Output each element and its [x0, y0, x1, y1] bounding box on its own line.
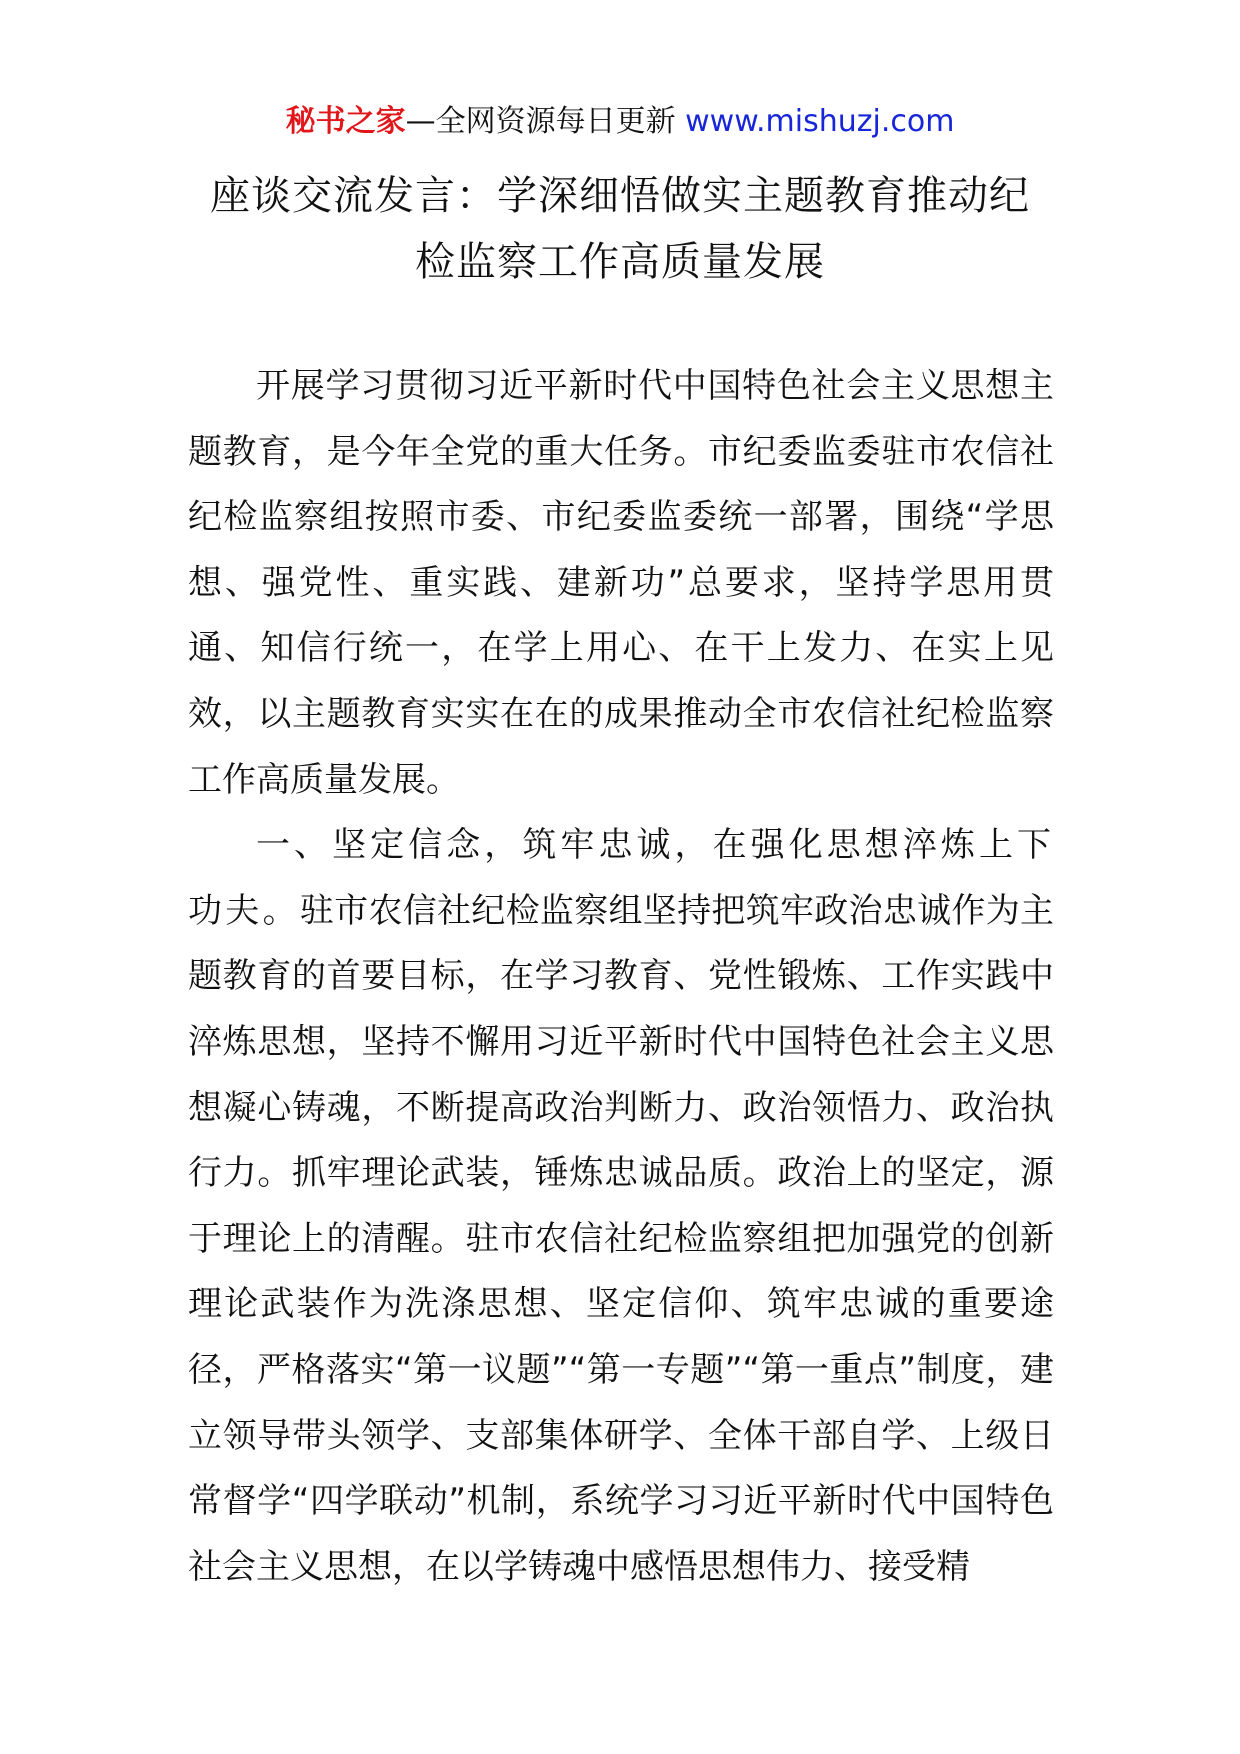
paragraph-section-1 [188, 813, 1054, 1600]
document-title [160, 163, 1080, 295]
document-body [188, 354, 1054, 1600]
site-url-link[interactable]: www.mishuzj.com [685, 104, 955, 139]
watermark-header [0, 102, 1240, 142]
section-heading: 一、坚定信念，筑牢忠诚，在强化思想淬炼上下功夫。 [188, 825, 1054, 931]
section-body: 驻市农信社纪检监察组坚持把筑牢政治忠诚作为主题教育的首要目标，在学习教育、党性锻炼、工作实践中淬炼思想，坚持不懈用习近平新时代中国特色社会主义思想凝心铸魂，不断提高政治判断力、政治领悟力、政治执行力。抓牢理论武装，锤炼忠诚品质。政治上的坚定，源于理论上的清醒。驻市农信社纪检监察组把加强党的创新理论武装作为洗涤思想、坚定信仰、筑牢忠诚的重要途径，严格落实“第一议题”“第一专题”“第一重点”制度，建立领导带头领学、支部集体研学、全体干部自学、上级日常督学“四学联动”机制，系统学习习近平新时代中国特色社会主义思想，在以学铸魂中感悟思想伟力、接受精 [188, 890, 1054, 1587]
header-tagline: —全网资源每日更新 [405, 104, 686, 139]
title-line-2: 检监察工作高质量发展 [415, 239, 825, 285]
brand-name: 秘书之家 [285, 104, 406, 139]
paragraph-intro: 开展学习贯彻习近平新时代中国特色社会主义思想主题教育，是今年全党的重大任务。市纪委监委驻市农信社纪检监察组按照市委、市纪委监委统一部署，围绕“学思想、强党性、重实践、建新功”总要求，坚持学思用贯通、知信行统一，在学上用心、在干上发力、在实上见效，以主题教育实实在在的成果推动全市农信社纪检监察工作高质量发展。 [188, 366, 1054, 800]
title-line-1: 座谈交流发言：学深细悟做实主题教育推动纪 [210, 173, 1030, 219]
